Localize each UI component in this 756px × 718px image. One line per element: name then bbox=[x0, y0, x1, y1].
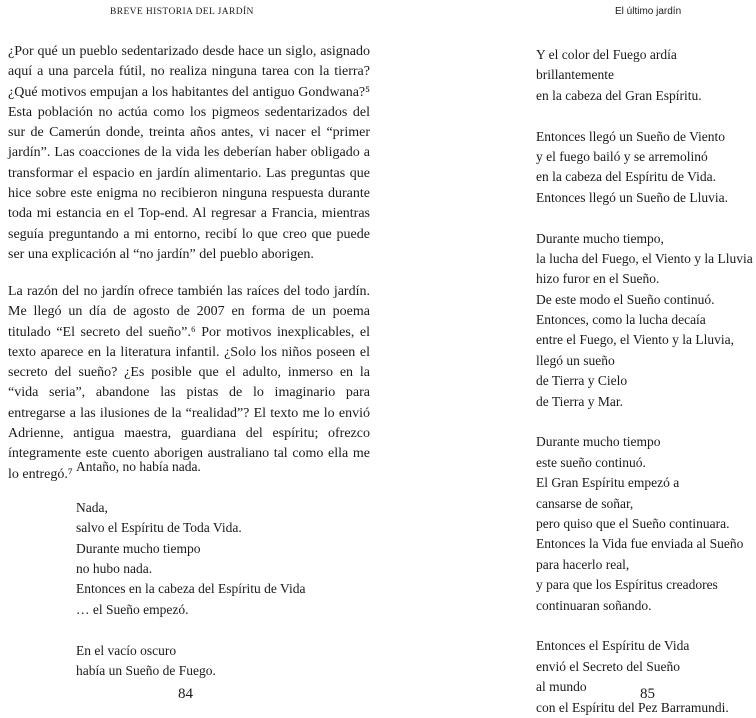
poem-line: con el Espíritu del Pez Barramundi. bbox=[536, 699, 729, 715]
poem-line: la lucha del Fuego, el Viento y la Lluvia bbox=[536, 250, 753, 266]
poem-line: de Tierra y Mar. bbox=[536, 393, 623, 409]
poem-right bbox=[536, 45, 753, 718]
body-paragraph-1: ¿Por qué un pueblo sedentarizado desde hace un siglo, asignado aquí a una parcela fútil, no realiza ninguna tarea con la tierra? ¿Qué motivos empujan a los habitantes del antiguo Gondwana?⁵ Esta población no actúa como los pigmeos sedentarizados del sur de Camerún donde, treinta años antes, vi nacer el “primer jardín”. Las coacciones de la vida les deberían haber obligado a transformar el espacio en jardín alimentario. Las preguntas que hice sobre este enigma no recibieron ninguna respuesta durante toda mi estancia en el Top-end. Al regresar a Francia, mientras seguía preguntando a mi entorno, recibí lo que creo que puede ser una explicación al “no jardín” del pueblo aborigen. bbox=[8, 44, 370, 262]
poem-line: y el fuego bailó y se arremolinó bbox=[536, 148, 708, 164]
poem-line: cansarse de soñar, bbox=[536, 495, 634, 511]
poem-line: Entonces en la cabeza del Espíritu de Vida bbox=[76, 581, 306, 597]
stanza-gap bbox=[536, 616, 753, 636]
poem-line: Entonces el Espíritu de Vida bbox=[536, 638, 690, 654]
poem-line: Durante mucho tiempo bbox=[536, 434, 661, 450]
poem-line: continuaran soñando. bbox=[536, 597, 652, 613]
page-number-right: 85 bbox=[640, 686, 655, 702]
poem-line: Nada, bbox=[76, 499, 108, 515]
poem-line: llegó un sueño bbox=[536, 352, 615, 368]
stanza-gap bbox=[76, 477, 305, 497]
poem-line: salvo el Espíritu de Toda Vida. bbox=[76, 520, 242, 536]
poem-line: pero quiso que el Sueño continuara. bbox=[536, 515, 730, 531]
poem-line: entre el Fuego, el Viento y la Lluvia, bbox=[536, 332, 735, 348]
poem-line: Entonces, como la lucha decaía bbox=[536, 312, 706, 328]
body-paragraph-2: La razón del no jardín ofrece también las raíces del todo jardín. Me llegó un día de agosto de 2007 en forma de un poema titulado “El secreto del sueño”.⁶ Por motivos inexplicables, el texto aparece en la literatura infantil. ¿Solo los niños poseen el secreto del sueño? ¿Es posible que el adulto, inmerso en la “vida seria”, abandone las pistas de lo imaginario para entregarse a las ilusiones de la “realidad”? El texto me lo envió Adrienne, antigua maestra, guardiana del espíritu; ofrezco íntegramente este cuento aborigen australiano tal como ella me lo entregó.⁷ bbox=[8, 284, 370, 482]
poem-line: Entonces la Vida fue enviada al Sueño bbox=[536, 536, 744, 552]
left-page bbox=[0, 0, 378, 711]
poem-line: hizo furor en el Sueño. bbox=[536, 271, 660, 287]
poem-line: En el vacío oscuro bbox=[76, 642, 177, 658]
poem-line: en la cabeza del Gran Espíritu. bbox=[536, 87, 702, 103]
poem-line: Durante mucho tiempo, bbox=[536, 230, 664, 246]
poem-left bbox=[76, 457, 305, 681]
poem-line: De este modo el Sueño continuó. bbox=[536, 291, 715, 307]
poem-line: había un Sueño de Fuego. bbox=[76, 662, 216, 678]
poem-line: Y el color del Fuego ardía bbox=[536, 47, 677, 62]
poem-line: Entonces llegó un Sueño de Lluvia. bbox=[536, 189, 728, 205]
poem-line: Entonces llegó un Sueño de Viento bbox=[536, 128, 726, 144]
poem-line: El Gran Espíritu empezó a bbox=[536, 475, 680, 491]
poem-line: al mundo bbox=[536, 679, 587, 695]
poem-line: brillantemente bbox=[536, 67, 614, 83]
poem-line: y para que los Espíritus creadores bbox=[536, 577, 718, 593]
poem-line: este sueño continuó. bbox=[536, 454, 646, 470]
stanza-gap bbox=[536, 208, 753, 228]
running-head-right: El último jardín bbox=[615, 6, 682, 17]
right-page bbox=[378, 0, 756, 715]
poem-line: Antaño, no había nada. bbox=[76, 459, 201, 474]
poem-line: en la cabeza del Espíritu de Vida. bbox=[536, 169, 716, 185]
poem-line: … el Sueño empezó. bbox=[76, 601, 189, 617]
stanza-gap bbox=[536, 412, 753, 432]
stanza-gap bbox=[536, 106, 753, 126]
running-head-left: BREVE HISTORIA DEL JARDÍN bbox=[110, 7, 254, 17]
poem-line: Durante mucho tiempo bbox=[76, 540, 201, 556]
stanza-gap bbox=[76, 620, 305, 640]
poem-line: no hubo nada. bbox=[76, 560, 153, 576]
poem-line: para hacerlo real, bbox=[536, 556, 630, 572]
poem-line: envió el Secreto del Sueño bbox=[536, 658, 680, 674]
poem-line: de Tierra y Cielo bbox=[536, 373, 628, 389]
page-number-left: 84 bbox=[178, 686, 193, 702]
